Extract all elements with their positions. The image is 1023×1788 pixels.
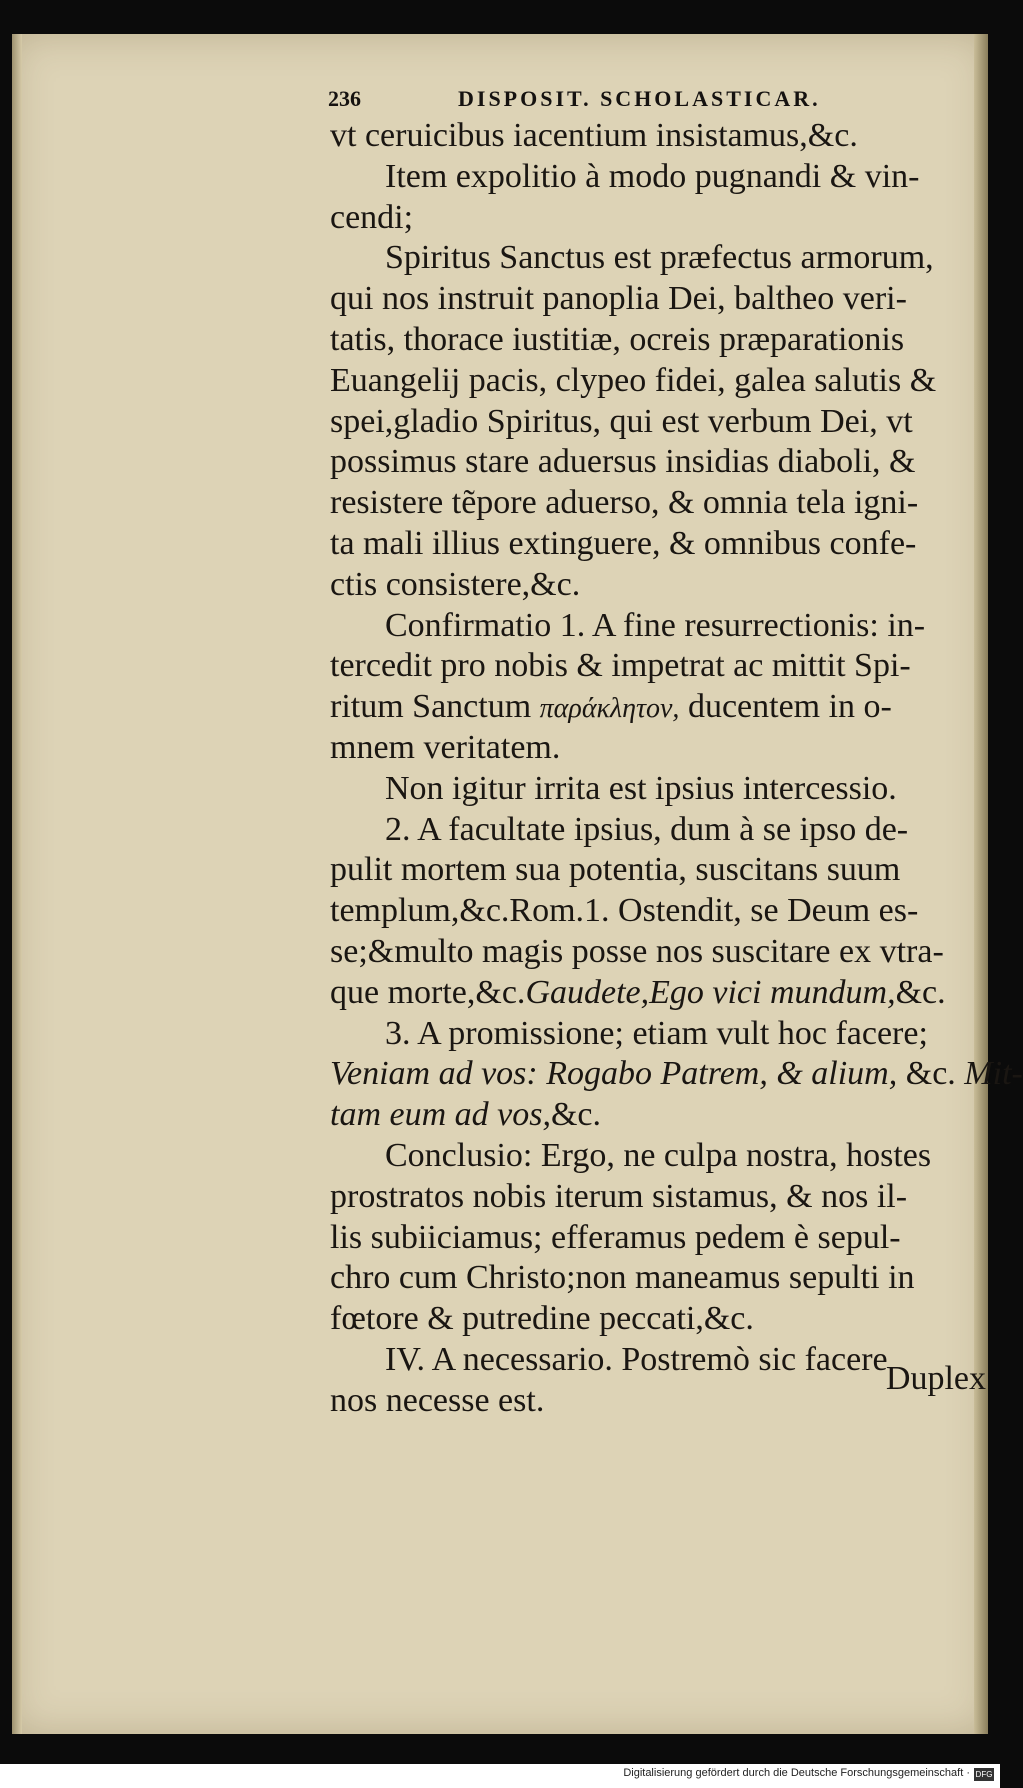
text-line: lis subiiciamus; efferamus pedem è sepul- [330, 1218, 901, 1256]
text-line: prostratos nobis iterum sistamus, & nos il- [330, 1177, 908, 1215]
text-line: mnem veritatem. [330, 728, 561, 766]
body-text [330, 116, 1023, 1422]
text-segment: &c. [895, 973, 946, 1011]
text-line [330, 687, 990, 728]
text-line: Conclusio: Ergo, ne culpa nostra, hostes [385, 1136, 932, 1174]
dfg-logo: DFG [975, 1770, 993, 1779]
text-line: 3. A promissione; etiam vult hoc facere; [385, 1014, 928, 1052]
text-line [330, 1095, 990, 1136]
running-title: DISPOSIT. SCHOLASTICAR. [458, 86, 821, 111]
text-segment: &c. [550, 1096, 602, 1134]
text-line: Item expolitio à modo pugnandi & vin- [385, 157, 920, 195]
text-line: Euangelij pacis, clypeo fidei, galea salutis & [330, 361, 937, 399]
text-line: Confirmatio 1. A fine resurrectionis: in- [385, 606, 926, 644]
italic-quote: Veniam ad vos: [330, 1055, 538, 1093]
text-line: Spiritus Sanctus est præfectus armorum, [385, 239, 934, 277]
catchword: Duplex [885, 1360, 986, 1397]
italic-quote: Mit- [964, 1055, 1023, 1093]
text-line: ctis consistere,&c. [330, 565, 581, 603]
page-number: 236 [328, 86, 361, 111]
text-segment: &c. [905, 1055, 956, 1093]
text-line: spei,gladio Spiritus, qui est verbum Dei, vt [330, 402, 913, 440]
text-line: tercedit pro nobis & impetrat ac mittit Spi- [330, 647, 911, 685]
text-line: ta mali illius extinguere, & omnibus confe- [330, 524, 917, 562]
text-line: fœtore & putredine peccati,&c. [330, 1300, 754, 1338]
text-segment: ducentem in o- [687, 688, 892, 726]
page-gutter [12, 34, 22, 1734]
italic-quote: tam eum ad vos, [330, 1096, 551, 1134]
text-line [330, 973, 990, 1014]
text-line: pulit mortem sua potentia, suscitans suum [330, 851, 901, 889]
text-line: resistere tẽpore aduerso, & omnia tela igni- [330, 484, 919, 522]
text-line: chro cum Christo;non maneamus sepulti in [330, 1259, 915, 1297]
text-line: Non igitur irrita est ipsius intercessio. [385, 769, 897, 807]
italic-quote: Gaudete,Ego vici mundum, [525, 973, 896, 1011]
text-line [330, 1054, 1023, 1095]
text-line: tatis, thorace iustitiæ, ocreis præparationis [330, 320, 905, 358]
text-line: IV. A necessario. Postremò sic facere [385, 1340, 888, 1378]
text-segment: que morte,&c. [330, 973, 526, 1011]
text-line: se;&multo magis posse nos suscitare ex vtra- [330, 932, 944, 970]
text-line: qui nos instruit panoplia Dei, baltheo veri- [330, 280, 907, 318]
text-line: templum,&c.Rom.1. Ostendit, se Deum es- [330, 892, 919, 930]
italic-quote: Rogabo Patrem, & alium, [546, 1055, 898, 1093]
greek-word: παράκλητον, [539, 693, 680, 725]
text-line: cendi; [330, 198, 414, 236]
text-line: possimus stare aduersus insidias diaboli, & [330, 443, 916, 481]
text-line: nos necesse est. [330, 1381, 545, 1419]
text-segment: ritum Sanctum [330, 688, 532, 726]
text-line: 2. A facultate ipsius, dum à se ipso de- [385, 810, 909, 848]
digitization-credit: Digitalisierung gefördert durch die Deutsche Forschungsgemeinschaft · [623, 1767, 970, 1779]
text-line: vt ceruicibus iacentium insistamus,&c. [330, 117, 858, 154]
